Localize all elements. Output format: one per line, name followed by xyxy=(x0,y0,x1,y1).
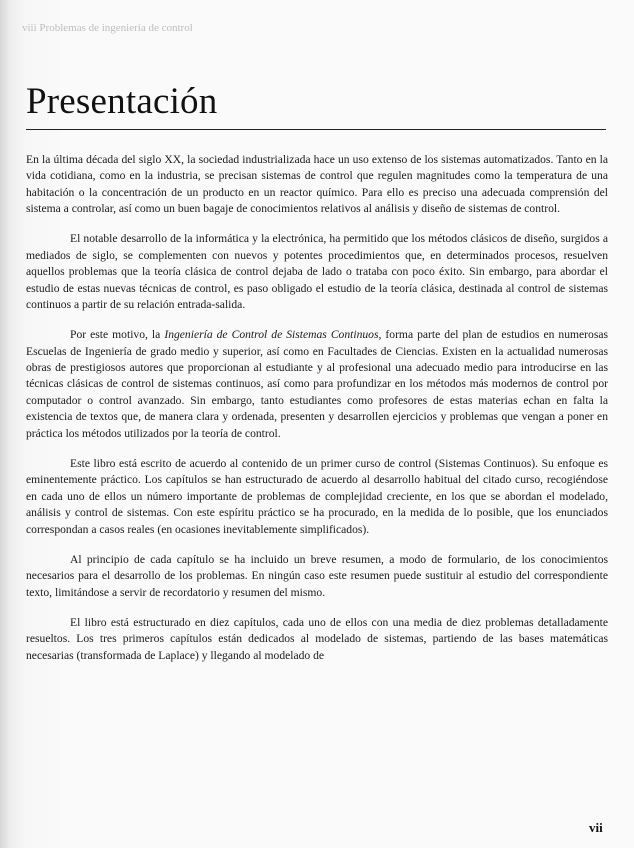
paragraph-5: Al principio de cada capítulo se ha incluido un breve resumen, a modo de formulario, de los conocimientos necesarios para el desarrollo de los problemas. En ningún caso este resumen puede sustituir al estudio del correspondiente texto, limitándose a servir de recordatorio y resumen del mismo. xyxy=(26,552,608,599)
running-head: viii Problemas de ingeniería de control xyxy=(22,22,193,34)
paragraph-3-rest: , forma parte del plan de estudios en numerosas Escuelas de Ingeniería de grado medio y superior, así como en Facultades de Ciencias. Existen en la actualidad numerosas obras de prestigiosos autores que proporcionan al estudiante y al profesional una adecuado medio para introducirse en las técnicas clásicas de control de sistemas continuos, así como para profundizar en los métodos más modernos de control por computador o control avanzado. Sin embargo, tanto estudiantes como profesores de estas materias echan en falta la existencia de textos que, de manera clara y ordenada, presenten y desarrollen ejercicios y problemas que vengan a poner en práctica los métodos utilizados por la teoría de control. xyxy=(26,328,608,440)
paragraph-1: En la última década del siglo XX, la sociedad industrializada hace un uso extenso de los sistemas automatizados. Tanto en la vida cotidiana, como en la industria, se precisan sistemas de control que regulen magnitudes como la temperatura de una habitación o la concentración de un producto en un reactor químico. Para ello es preciso una adecuada comprensión del sistema a controlar, así como un buen bagaje de conocimientos relativos al análisis y diseño de sistemas de control. xyxy=(26,153,608,216)
paragraph-2: El notable desarrollo de la informática y la electrónica, ha permitido que los métodos clásicos de diseño, surgidos a mediados de siglo, se complementen con nuevos y potentes procedimientos que, en determinados procesos, resuelven aquellos problemas que la teoría clásica de control dejaba de lado o trataba con poco éxito. Sin embargo, para abordar el estudio de estas nuevas técnicas de control, es paso obligado el estudio de la teoría clásica, destinada al control de sistemas continuos a partir de su relación entrada-salida. xyxy=(26,232,608,312)
page-number: vii xyxy=(589,820,603,835)
title-rule xyxy=(26,129,606,130)
paragraph-3 xyxy=(26,327,608,442)
body-text xyxy=(26,152,608,678)
course-title: Ingeniería de Control de Sistemas Continuos xyxy=(164,328,379,342)
page-title: Presentación xyxy=(26,81,218,122)
paragraph-6: El libro está estructurado en diez capítulos, cada uno de ellos con una media de diez problemas detalladamente resueltos. Los tres primeros capítulos están dedicados al modelado de sistemas, partiendo de las bases matemáticas necesarias (transformada de Laplace) y llegando al modelado de xyxy=(26,615,608,662)
paragraph-3-lead: Por este motivo, la xyxy=(70,328,165,342)
paragraph-4: Este libro está escrito de acuerdo al contenido de un primer curso de control (Sistemas Continuos). Su enfoque es eminentemente práctico. Los capítulos se han estructurado de acuerdo al desarrollo habitual del citado curso, recogiéndose en cada uno de ellos un número importante de problemas de complejidad creciente, en los que se abordan el modelado, análisis y control de sistemas. Con este espíritu práctico se ha procurado, en la medida de lo posible, que los enunciados correspondan a casos reales (en ocasiones inevitablemente simplificados). xyxy=(26,456,608,536)
